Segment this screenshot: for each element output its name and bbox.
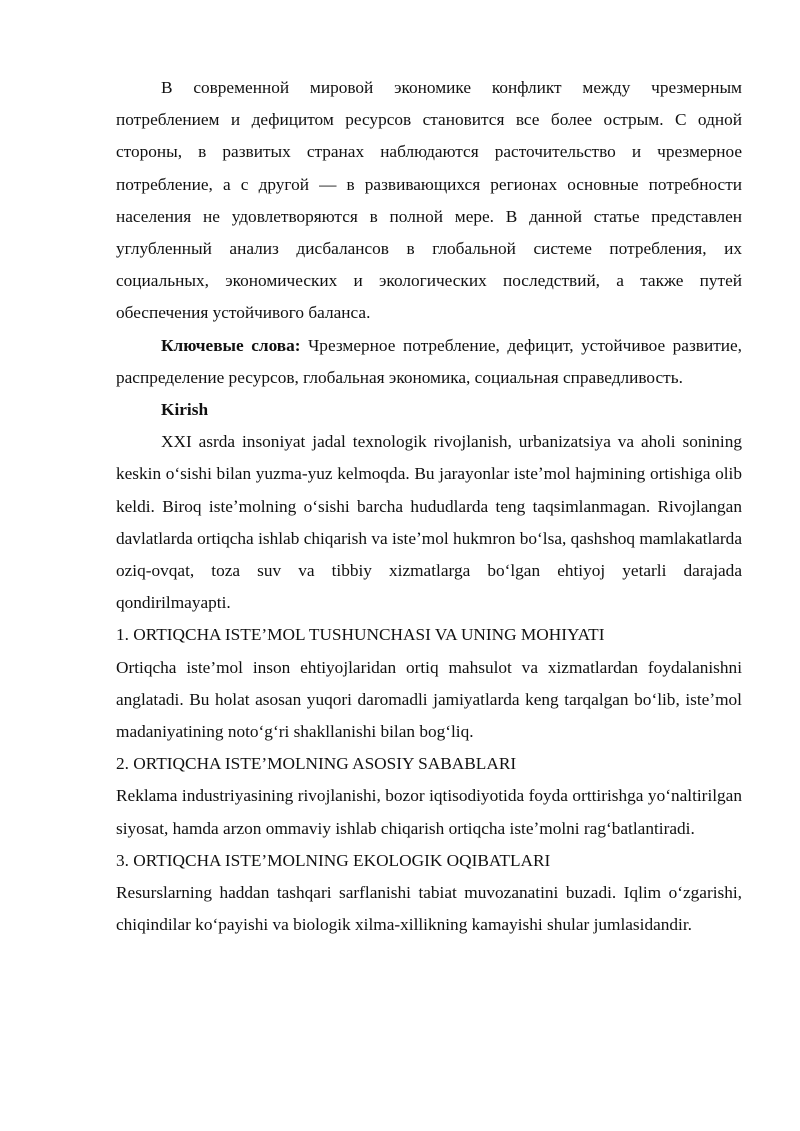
abstract-paragraph: В современной мировой экономике конфликт между чрезмерным потреблением и дефицитом ресурсов становится все более острым. С одной стороны, в развитых странах наблюдаются расточительство и чрезмерное потребление, а с другой — в развивающихся регионах основные потребности населения не удовлетворяются в полной мере. В данной статье представлен углубленный анализ дисбалансов в глобальной системе потребления, их социальных, экономических и экологических последствий, а также путей обеспечения устойчивого баланса. <box>116 78 742 323</box>
keywords-label: Ключевые слова: <box>161 335 301 355</box>
intro-paragraph: XXI asrda insoniyat jadal texnologik rivojlanish, urbanizatsiya va aholi sonining keskin oʻsishi bilan yuzma-yuz kelmoqda. Bu jarayonlar isteʼmol hajmining ortishiga olib keldi. Biroq isteʼmolning oʻsishi barcha hududlarda teng taqsimlanmagan. Rivojlangan davlatlarda ortiqcha ishlab chiqarish va isteʼmol hukmron boʻlsa, qashshoq mamlakatlarda oziq-ovqat, toza suv va tibbiy xizmatlarga boʻlgan ehtiyoj yetarli darajada qondirilmayapti. <box>116 432 742 613</box>
section-1-paragraph: Ortiqcha iste’mol inson ehtiyojlaridan ortiq mahsulot va xizmatlardan foydalanishni anglatadi. Bu holat asosan yuqori daromadli jamiyatlarda keng tarqalgan boʻlib, isteʼmol madaniyatining notoʻgʻri shakllanishi bilan bogʻliq. <box>116 657 742 742</box>
section-3-paragraph: Resurslarning haddan tashqari sarflanishi tabiat muvozanatini buzadi. Iqlim oʻzgarishi, chiqindilar koʻpayishi va biologik xilma-xillikning kamayishi shular jumlasidandir. <box>116 883 742 935</box>
section-3-title: 3. ORTIQCHA ISTE’MOLNING EKOLOGIK OQIBATLARI <box>116 850 551 870</box>
intro-heading: Kirish <box>161 400 209 420</box>
section-1-title: 1. ORTIQCHA ISTE’MOL TUSHUNCHASI VA UNING MOHIYATI <box>116 625 605 645</box>
section-2-title: 2. ORTIQCHA ISTE’MOLNING ASOSIY SABABLARI <box>116 754 517 774</box>
document-page <box>116 72 742 941</box>
section-2-paragraph: Reklama industriyasining rivojlanishi, bozor iqtisodiyotida foyda orttirishga yoʻnaltirilgan siyosat, hamda arzon ommaviy ishlab chiqarish ortiqcha isteʼmolni ragʻbatlantiradi. <box>116 786 742 838</box>
keywords-text: Чрезмерное потребление, дефицит, устойчивое развитие, распределение ресурсов, глобальная экономика, социальная справедливость. <box>116 335 743 387</box>
keywords-paragraph <box>116 330 742 394</box>
